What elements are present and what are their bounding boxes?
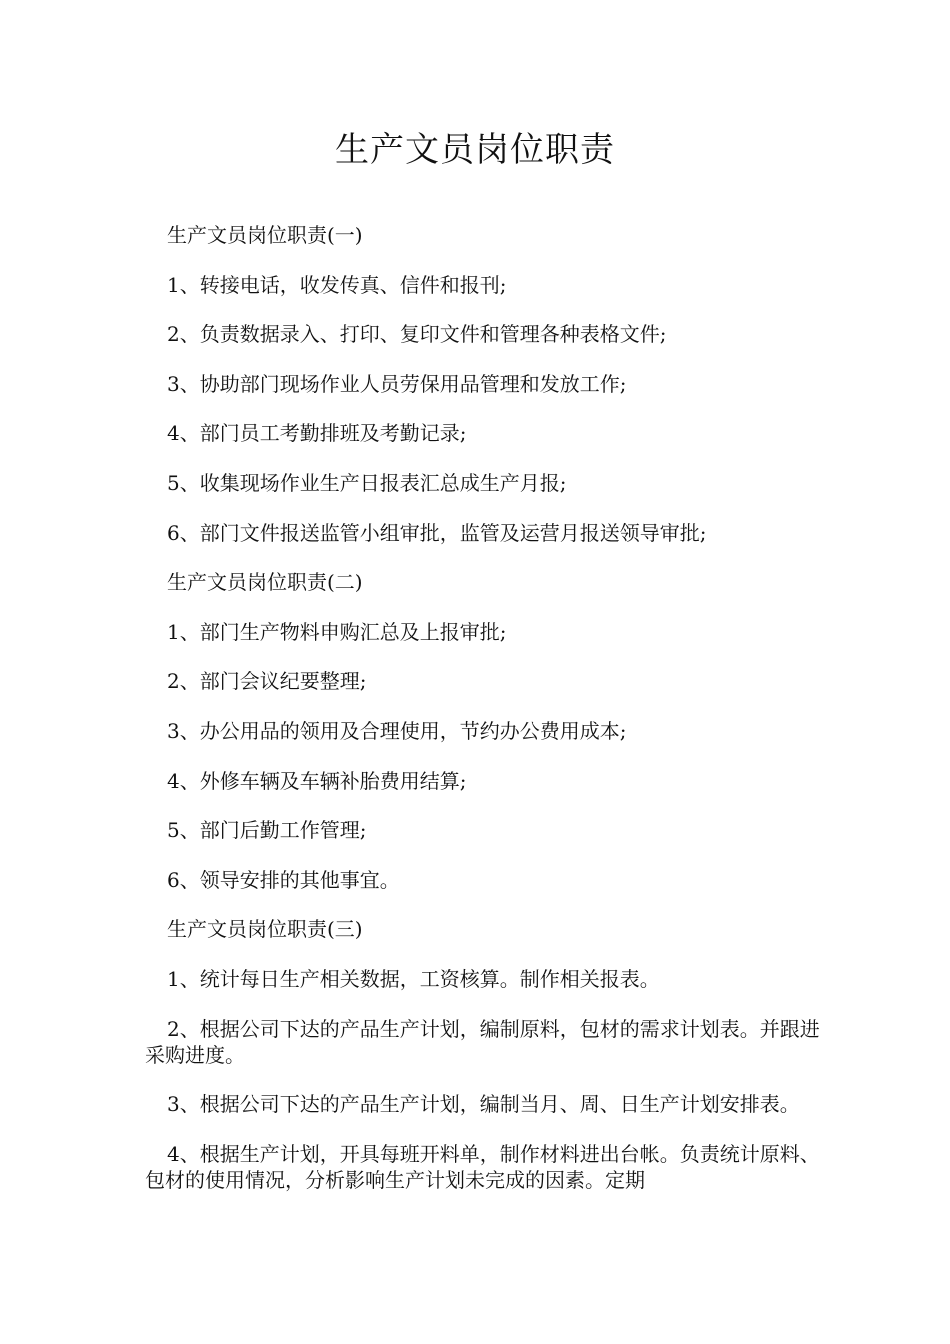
list-item: 1、统计每日生产相关数据，工资核算。制作相关报表。 [167,966,660,991]
list-item: 3、办公用品的领用及合理使用，节约办公费用成本; [167,718,627,743]
page-title: 生产文员岗位职责 [335,130,615,170]
section-heading-1: 生产文员岗位职责(一) [167,223,363,247]
list-item: 6、部门文件报送监管小组审批，监管及运营月报送领导审批; [167,520,707,545]
list-item: 5、部门后勤工作管理; [167,818,367,843]
list-item: 2、根据公司下达的产品生产计划，编制原料，包材的需求计划表。并跟进采购进度。 [145,1016,820,1067]
list-item: 3、协助部门现场作业人员劳保用品管理和发放工作; [167,371,627,396]
section-heading-2: 生产文员岗位职责(二) [167,570,363,595]
list-item: 1、部门生产物料申购汇总及上报审批; [167,619,507,644]
list-item: 4、部门员工考勤排班及考勤记录; [167,421,467,446]
section-heading-3: 生产文员岗位职责(三) [167,917,363,942]
document-body [145,222,827,1216]
list-item: 4、外修车辆及车辆补胎费用结算; [167,768,467,793]
list-item: 2、负责数据录入、打印、复印文件和管理各种表格文件; [167,322,667,347]
list-item: 6、领导安排的其他事宜。 [167,867,400,892]
list-item: 4、根据生产计划，开具每班开料单，制作材料进出台帐。负责统计原料、包材的使用情况，分析影响生产计划未完成的因素。定期 [145,1141,820,1192]
list-item: 1、转接电话，收发传真、信件和报刊; [167,272,507,297]
list-item: 3、根据公司下达的产品生产计划，编制当月、周、日生产计划安排表。 [167,1092,800,1117]
list-item: 5、收集现场作业生产日报表汇总成生产月报; [167,470,567,495]
list-item: 2、部门会议纪要整理; [167,669,367,694]
